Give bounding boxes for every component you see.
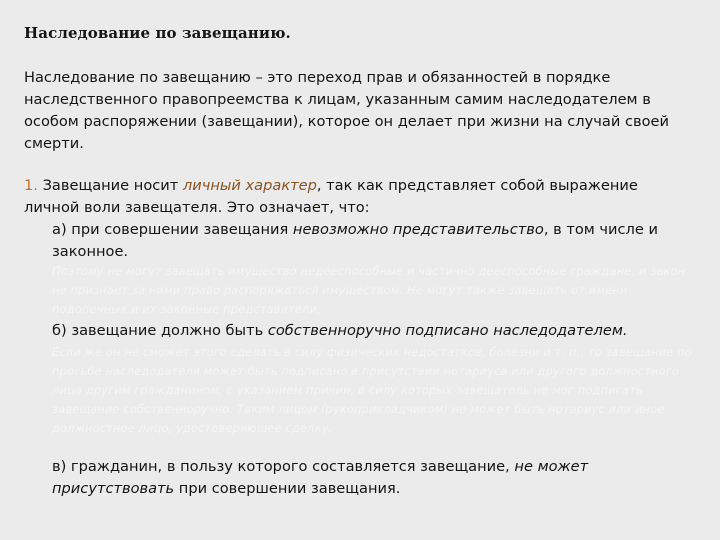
item-c — [52, 456, 692, 500]
item-c-text-end: при совершении завещания. — [174, 480, 401, 497]
item-c-emphasis: не может присутствовать — [52, 458, 589, 497]
item-b-text-start: б) завещание должно быть — [52, 322, 268, 339]
item-c-text-start: в) гражданин, в пользу которого составляется завещание, — [52, 458, 515, 475]
item-b — [52, 320, 692, 342]
point-1-text-end: , так как представляет собой выражение личной воли завещателя. Это означает, что: — [24, 177, 638, 216]
item-a-emphasis: невозможно представительство — [292, 221, 544, 238]
item-b-emphasis: собственноручно подписано наследодателем. — [267, 322, 628, 339]
point-1-paragraph — [24, 175, 696, 219]
point-1-emphasis: личный характер — [182, 177, 317, 194]
item-a-text-end: , в том числе и законное. — [52, 221, 658, 260]
slide-title: Наследование по завещанию. — [24, 24, 291, 42]
item-a-note: Поэтому не могут завещать имущество недееспособные и частично дееспособные граждане, и закон не признает за ними право распоряжаться имуществом. Не могут также завещать от имени подопечных и их законные представители; — [52, 264, 686, 316]
point-1-text-start: Завещание носит — [37, 177, 183, 194]
point-1-number: 1. — [24, 177, 38, 194]
item-a-text-start: а) при совершении завещания — [52, 221, 293, 238]
item-a — [52, 219, 692, 263]
definition-paragraph: Наследование по завещанию – это переход прав и обязанностей в порядке наследственного правопреемства к лицам, указанным самим наследодателем в особом распоряжении (завещании), которое он делает при жизни на случай своей смерти. — [24, 69, 669, 152]
item-b-note: Если же он не сможет этого сделать в силу физических недостатков, болезни и т. п., то завещание по просьбе наследодателя может быть подписано в присутствии нотариуса или другого должностного лица другим гражданином, с указанием причин, в силу которых завещатель не мог подписать завещание собственноручно. Таким лицом (рукоприкладчиком) не может быть нотариус или иное должностное лицо, удостоверяющее сделку. — [52, 345, 692, 435]
